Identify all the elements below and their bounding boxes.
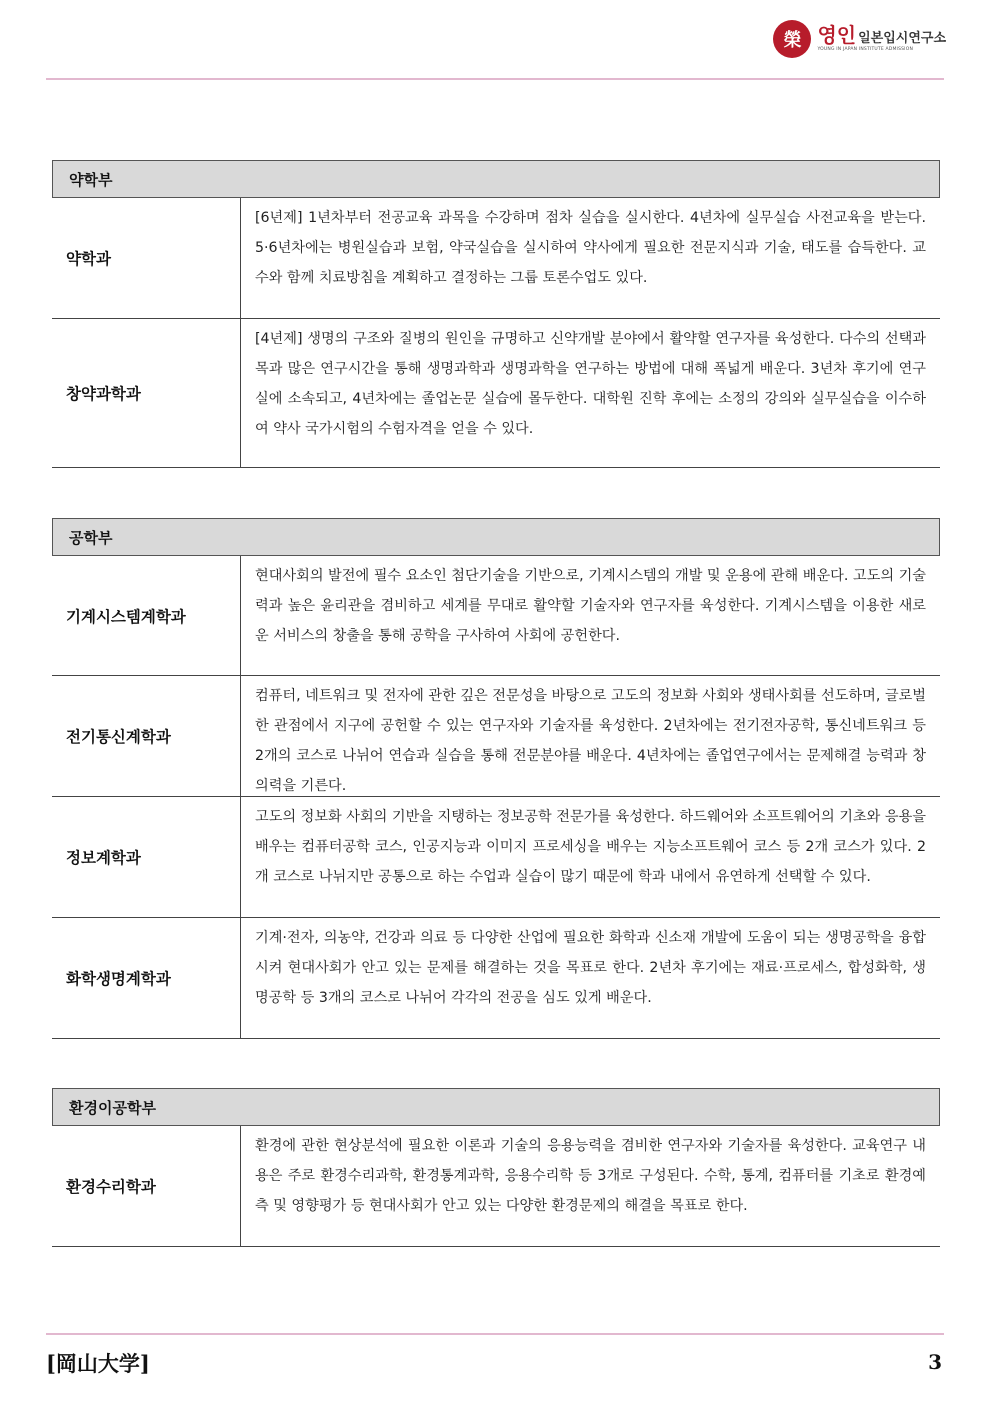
- table-row: [52, 556, 940, 676]
- department-name: 기계시스템계학과: [52, 556, 241, 675]
- header-divider: [46, 78, 944, 80]
- section-engineering: [52, 518, 940, 1039]
- logo-name: 일본입시연구소: [858, 31, 946, 47]
- department-name: 정보계학과: [52, 797, 241, 917]
- section-title: 약학부: [52, 160, 940, 198]
- department-description: 환경에 관한 현상분석에 필요한 이론과 기술의 응용능력을 겸비한 연구자와 기술자를 육성한다. 교육연구 내용은 주로 환경수리과학, 환경통계과학, 응용수리학 등 3개로 구성된다. 수학, 통계, 컴퓨터를 기초로 환경예측 및 영향평가 등 현대사회가 안고 있는 다양한 환경문제의 해결을 목표로 한다.: [255, 1138, 926, 1214]
- department-description: 컴퓨터, 네트워크 및 전자에 관한 깊은 전문성을 바탕으로 고도의 정보화 사회와 생태사회를 선도하며, 글로벌한 관점에서 지구에 공헌할 수 있는 연구자와 기술자를 육성한다. 2년차에는 전기전자공학, 통신네트워크 등 2개의 코스로 나뉘어 연습과 실습을 통해 전문분야를 배운다. 4년차에는 졸업연구에서는 문제해결 능력과 창의력을 기른다.: [255, 688, 926, 794]
- page-number: 3: [928, 1350, 942, 1374]
- logo-subtitle: YOUNG IN JAPAN INSTITUTE ADMISSION: [817, 47, 914, 53]
- section-title: 환경이공학부: [52, 1088, 940, 1126]
- department-name: 화학생명계학과: [52, 918, 241, 1038]
- department-description: 현대사회의 발전에 필수 요소인 첨단기술을 기반으로, 기계시스템의 개발 및 운용에 관해 배운다. 고도의 기술력과 높은 윤리관을 겸비하고 세계를 무대로 활약할 기술자와 연구자를 육성한다. 기계시스템을 이용한 새로운 서비스의 창출을 통해 공학을 구사하여 사회에 공헌한다.: [255, 568, 926, 644]
- logo-brand: 영인: [817, 23, 857, 48]
- section-pharmacy: [52, 160, 940, 468]
- footer-divider: [46, 1333, 944, 1335]
- table-row: [52, 676, 940, 797]
- header-logo: [773, 20, 946, 58]
- logo-emblem-icon: 榮: [773, 20, 811, 58]
- table-row: [52, 319, 940, 468]
- table-row: [52, 1126, 940, 1247]
- department-description: 기계·전자, 의농약, 건강과 의료 등 다양한 산업에 필요한 화학과 신소재 개발에 도움이 되는 생명공학을 융합시켜 현대사회가 안고 있는 문제를 해결하는 것을 목표로 한다. 2년차 후기에는 재료·프로세스, 합성화학, 생명공학 등 3개의 코스로 나뉘어 각각의 전공을 심도 있게 배운다.: [255, 930, 926, 1006]
- department-name: 약학과: [52, 198, 241, 318]
- department-description: [4년제] 생명의 구조와 질병의 원인을 규명하고 신약개발 분야에서 활약할 연구자를 육성한다. 다수의 선택과목과 많은 연구시간을 통해 생명과학과 생명과학을 연구하는 방법에 대해 폭넓게 배운다. 3년차 후기에 연구실에 소속되고, 4년차에는 졸업논문 실습에 몰두한다. 대학원 진학 후에는 소정의 강의와 실무실습을 이수하여 약사 국가시험의 수험자격을 얻을 수 있다.: [255, 331, 926, 437]
- department-name: 창약과학과: [52, 319, 241, 467]
- table-row: [52, 797, 940, 918]
- department-description: [6년제] 1년차부터 전공교육 과목을 수강하며 점차 실습을 실시한다. 4년차에 실무실습 사전교육을 받는다. 5·6년차에는 병원실습과 보험, 약국실습을 실시하여 약사에게 필요한 전문지식과 기술, 태도를 습득한다. 교수와 함께 치료방침을 계획하고 결정하는 그룹 토론수업도 있다.: [255, 210, 926, 286]
- table-row: [52, 918, 940, 1039]
- footer-university: [岡山大学]: [46, 1351, 150, 1376]
- department-name: 전기통신계학과: [52, 676, 241, 796]
- department-name: 환경수리학과: [52, 1126, 241, 1246]
- section-title: 공학부: [52, 518, 940, 556]
- department-description: 고도의 정보화 사회의 기반을 지탱하는 정보공학 전문가를 육성한다. 하드웨어와 소프트웨어의 기초와 응용을 배우는 컴퓨터공학 코스, 인공지능과 이미지 프로세싱을 배우는 지능소프트웨어 코스 등 2개 코스가 있다. 2개 코스로 나뉘지만 공통으로 하는 수업과 실습이 많기 때문에 학과 내에서 유연하게 선택할 수 있다.: [255, 809, 926, 885]
- logo-text: [817, 25, 946, 53]
- table-row: [52, 198, 940, 319]
- section-environmental: [52, 1088, 940, 1247]
